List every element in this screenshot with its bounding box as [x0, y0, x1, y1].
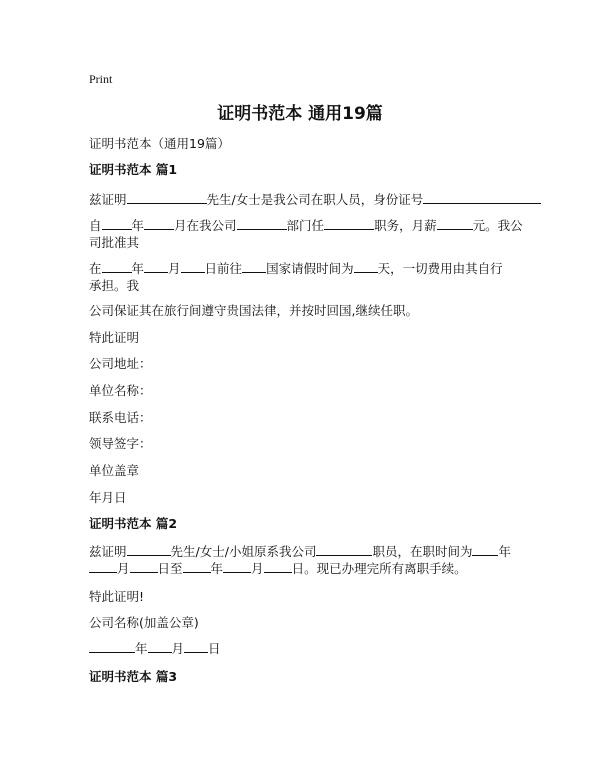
section-1-line-12: 单位盖章	[89, 463, 140, 478]
section-2-heading: 证明书范本 篇2	[89, 516, 178, 531]
blank	[89, 560, 117, 573]
blank	[127, 543, 171, 556]
section-1-line-11: 领导签字：	[89, 436, 152, 451]
blank	[223, 560, 251, 573]
section-1-line-13: 年月日	[89, 490, 127, 505]
section-2-line-2: 月 日至 年 月 日。现已办理完所有离职手续。	[89, 559, 467, 577]
subtitle: 证明书范本（通用19篇）	[89, 136, 230, 151]
blank	[316, 543, 372, 556]
blank	[148, 640, 172, 653]
blank	[437, 217, 473, 230]
blank	[89, 640, 135, 653]
blank	[144, 217, 174, 230]
section-1-line-5: 承担。我	[89, 278, 140, 293]
section-2-line-5: 年 月 日	[89, 639, 221, 657]
section-1-line-3: 司批准其	[89, 235, 140, 250]
blank	[354, 260, 378, 273]
blank	[472, 543, 498, 556]
section-2-line-4: 公司名称(加盖公章)	[89, 615, 199, 630]
section-1-line-4: 在 年 月 日前往 国家请假时间为 天，一切费用由其自行	[89, 261, 503, 276]
blank	[181, 260, 205, 273]
blank	[264, 560, 292, 573]
section-1-line-7: 特此证明	[89, 330, 140, 345]
blank	[127, 191, 207, 204]
blank	[130, 560, 158, 573]
blank	[183, 560, 211, 573]
blank	[423, 191, 541, 204]
blank	[102, 217, 132, 230]
section-1-line-8: 公司地址：	[89, 356, 152, 371]
blank	[102, 260, 132, 273]
blank	[237, 217, 287, 230]
blank	[144, 260, 168, 273]
section-2-line-1: 兹证明 先生/女士/小姐原系我公司 职员，在职时间为 年	[89, 544, 511, 559]
section-1-line-6: 公司保证其在旅行间遵守贵国法律，并按时回国,继续任职。	[89, 303, 418, 318]
section-1-line-10: 联系电话：	[89, 410, 152, 425]
print-label: Print	[89, 72, 113, 86]
section-3-heading: 证明书范本 篇3	[89, 669, 178, 684]
blank	[242, 260, 266, 273]
section-1-line-2: 自 年 月在我公司 部门任 职务，月薪 元。我公	[89, 218, 523, 233]
blank	[184, 640, 208, 653]
section-1-heading: 证明书范本 篇1	[89, 162, 178, 177]
section-2-line-3: 特此证明!	[89, 589, 145, 604]
document-title: 证明书范本 通用19篇	[217, 104, 383, 124]
section-1-line-1: 兹证明 先生/女士是我公司在职人员，身份证号	[89, 190, 541, 208]
section-1-line-9: 单位名称：	[89, 383, 152, 398]
blank	[324, 217, 374, 230]
